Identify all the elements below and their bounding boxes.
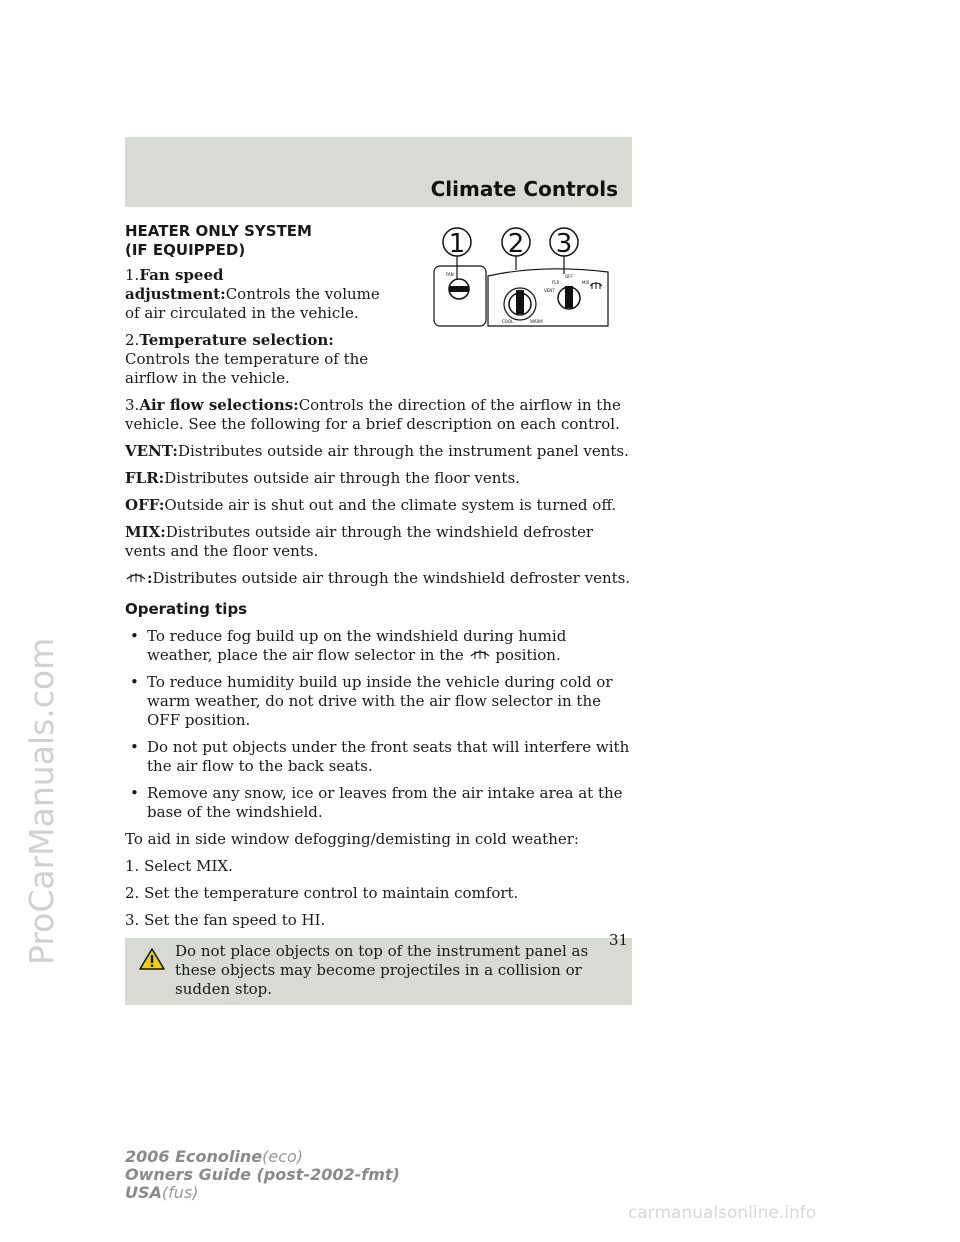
callout-1: 1 xyxy=(448,229,466,259)
temp-warm-label: WARM xyxy=(530,319,543,324)
warning-text: Do not place objects on top of the instrument panel as these objects may become projectiles in a collision or sudden stop. xyxy=(175,942,589,998)
defog-step-2: 2. Set the temperature control to maintain comfort. xyxy=(125,884,519,902)
mode-vent: VENT xyxy=(544,288,555,293)
item-air-flow: 3.Air flow selections:Controls the direction of the airflow in the vehicle. See the following for a brief description on each control. xyxy=(125,396,621,433)
tips-list xyxy=(125,627,632,822)
item-temperature: 2.Temperature selection: Controls the temperature of the airflow in the vehicle. xyxy=(125,331,369,387)
list-item: • Do not put objects under the front seats that will interfere with the air flow to the back seats. xyxy=(125,738,632,776)
warning-triangle-icon xyxy=(139,947,165,971)
side-watermark: ProCarManuals.com xyxy=(22,637,61,965)
bottom-watermark: carmanualsonline.info xyxy=(628,1203,817,1223)
main-content xyxy=(125,222,632,1005)
defrost-icon xyxy=(125,570,147,584)
list-item: • To reduce humidity build up inside the vehicle during cold or warm weather, do not drive with the air flow selector in the OFF position. xyxy=(125,673,632,730)
mode-mix-desc: MIX:Distributes outside air through the windshield defroster vents and the floor vents. xyxy=(125,523,594,560)
list-item: • Remove any snow, ice or leaves from the air intake area at the base of the windshield. xyxy=(125,784,632,822)
mode-vent-desc: VENT:Distributes outside air through the instrument panel vents. xyxy=(125,442,629,460)
mode-flr: FLR xyxy=(552,280,560,285)
section-heading: HEATER ONLY SYSTEM (IF EQUIPPED) xyxy=(125,222,312,259)
header-band xyxy=(125,137,632,207)
callout-3: 3 xyxy=(555,229,573,259)
warning-box xyxy=(125,938,632,1005)
page-number: 31 xyxy=(609,931,629,949)
defog-intro: To aid in side window defogging/demisting in cold weather: xyxy=(125,830,579,848)
footer: 2006 Econoline(eco) Owners Guide (post-2002-fmt) USA(fus) xyxy=(125,1147,400,1202)
mode-mix: MIX xyxy=(582,280,590,285)
heater-control-figure xyxy=(432,222,612,332)
callout-2: 2 xyxy=(507,229,525,259)
mode-off-desc: OFF:Outside air is shut out and the climate system is turned off. xyxy=(125,496,617,514)
mode-off: OFF xyxy=(565,274,573,279)
defog-step-3: 3. Set the fan speed to HI. xyxy=(125,911,326,929)
mode-defrost-desc: :Distributes outside air through the windshield defroster vents. xyxy=(125,569,632,588)
figure-defrost-icon xyxy=(590,282,602,289)
defog-step-1: 1. Select MIX. xyxy=(125,857,233,875)
tips-heading: Operating tips xyxy=(125,600,248,618)
item-fan-speed: 1.Fan speed adjustment:Controls the volume of air circulated in the vehicle. xyxy=(125,266,380,322)
fan-label: FAN xyxy=(446,272,454,277)
temp-cool-label: COOL xyxy=(502,319,514,324)
defrost-icon xyxy=(469,647,491,661)
list-item: • To reduce fog build up on the windshield during humid weather, place the air flow selector in the position. xyxy=(125,627,632,665)
mode-flr-desc: FLR:Distributes outside air through the floor vents. xyxy=(125,469,520,487)
intro-block xyxy=(125,222,390,388)
page-title: Climate Controls xyxy=(430,177,618,201)
